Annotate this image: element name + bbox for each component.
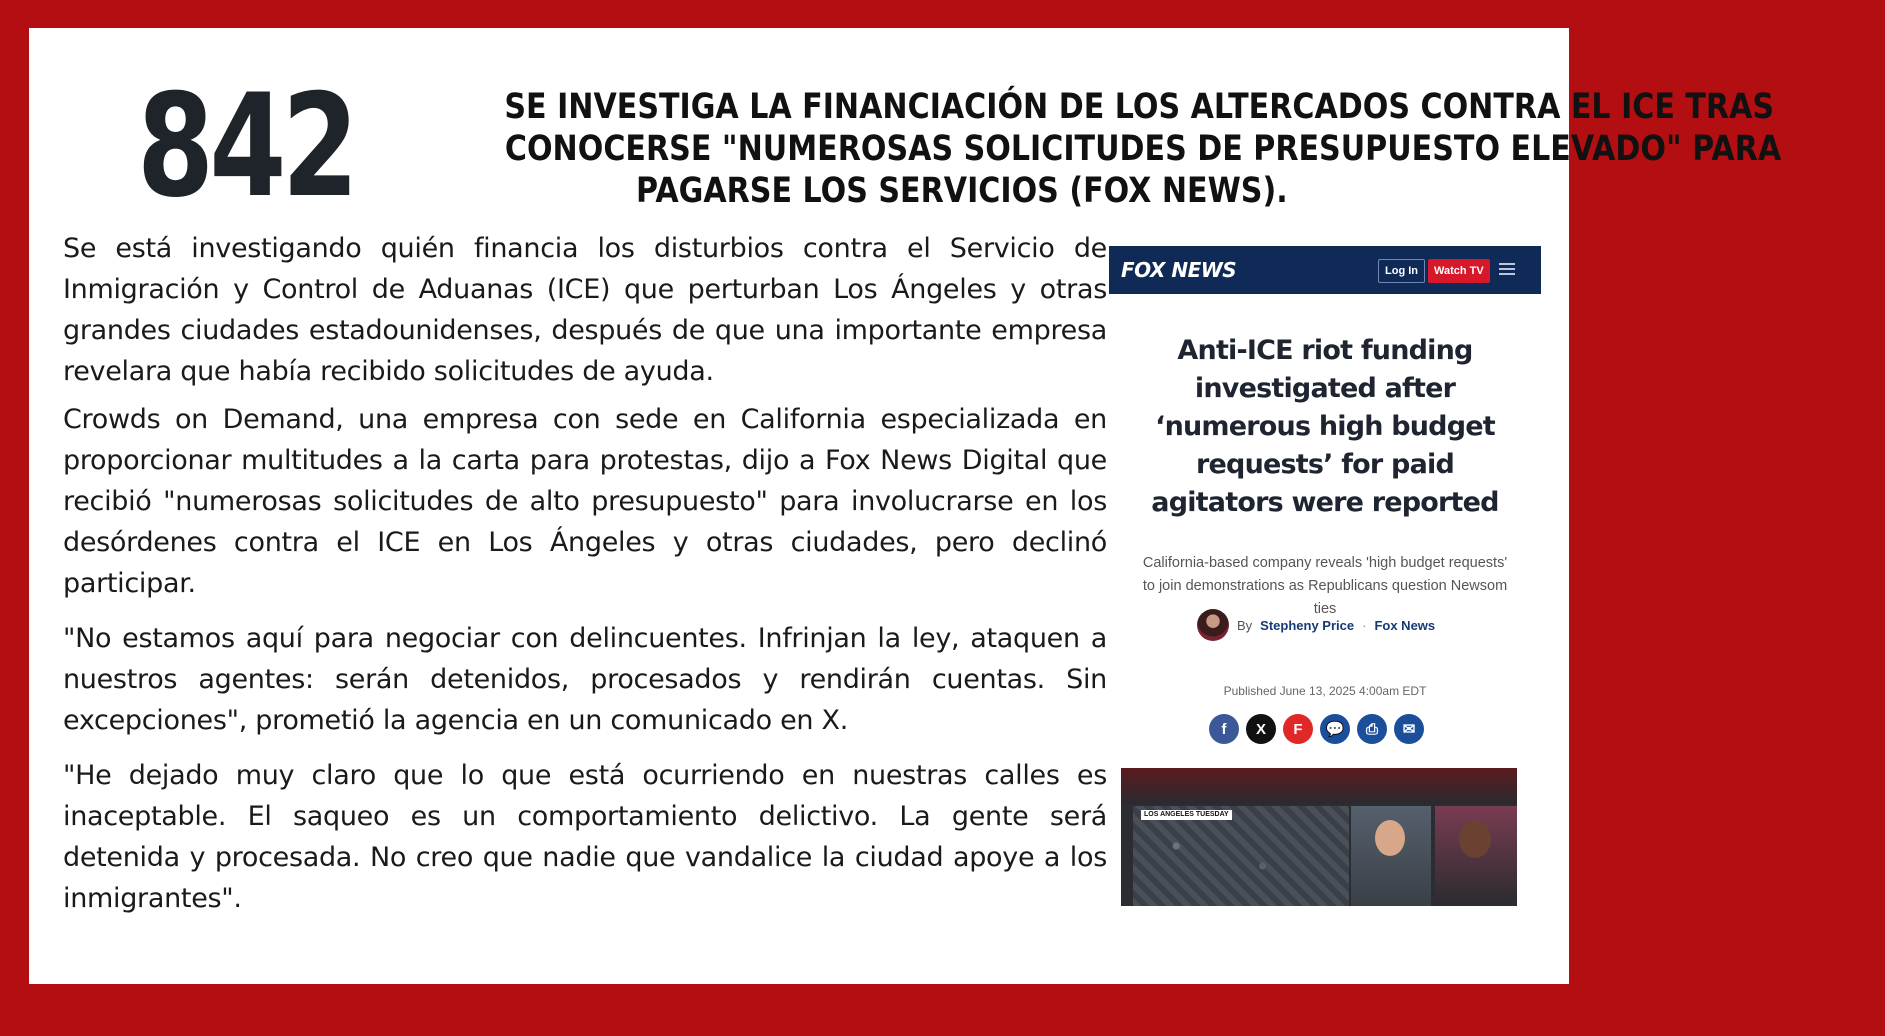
fox-news-logo: FOX NEWS	[1121, 258, 1237, 282]
woman-portrait	[1435, 806, 1517, 906]
publisher-link[interactable]: Fox News	[1374, 617, 1436, 633]
fox-subheadline: California-based company reveals 'high budget requests' to join demonstrations as Republicans question Newsom ties	[1142, 555, 1508, 617]
paragraph-1: Se está investigando quién financia los disturbios contra el Servicio de Inmigración y Control de Aduanas (ICE) que perturban Los Ángeles y otras grandes ciudades estadounidenses, después de que una importante empresa revelara que había recibido solicitudes de ayuda.	[63, 233, 1107, 387]
x-icon[interactable]: X	[1246, 714, 1276, 744]
paragraph-4: "He dejado muy claro que lo que está ocurriendo en nuestras calles es inaceptable. El saqueo es un comportamiento delictivo. La gente será detenida y procesada. No creo que nadie que vandalice la ciudad apoye a los inmigrantes".	[63, 760, 1107, 914]
comment-icon[interactable]: 💬	[1320, 714, 1350, 744]
page-card	[29, 28, 1782, 984]
title-line-2: CONOCERSE "NUMEROSAS SOLICITUDES DE PRESUPUESTO ELEVADO" PARA	[504, 129, 1782, 169]
crowd-image	[1133, 806, 1349, 906]
byline	[1197, 607, 1435, 643]
page-title	[401, 86, 1782, 212]
fox-news-screenshot	[1109, 246, 1541, 886]
published-date: Published June 13, 2025 4:00am EDT	[1223, 684, 1427, 698]
article-video-thumbnail[interactable]	[1121, 768, 1517, 906]
title-line-1: SE INVESTIGA LA FINANCIACIÓN DE LOS ALTERCADOS CONTRA EL ICE TRAS	[504, 87, 1775, 127]
hamburger-menu-icon[interactable]	[1499, 263, 1515, 278]
paragraph-3: "No estamos aquí para negociar con delincuentes. Infrinjan la ley, ataquen a nuestros agentes: serán detenidos, procesados y rendirán cuentas. Sin excepciones", prometió la agencia en un comunicado en X.	[63, 623, 1107, 736]
article-body	[63, 228, 1107, 926]
print-icon[interactable]: ⎙	[1357, 714, 1387, 744]
flipboard-icon[interactable]: F	[1283, 714, 1313, 744]
login-button[interactable]: Log In	[1378, 259, 1425, 283]
byline-separator: ·	[1362, 617, 1367, 633]
author-avatar	[1197, 609, 1229, 641]
issue-number: 842	[137, 64, 355, 229]
facebook-icon[interactable]: f	[1209, 714, 1239, 744]
by-label: By	[1237, 617, 1253, 633]
title-line-3: PAGARSE LOS SERVICIOS (FOX NEWS).	[636, 171, 1288, 211]
watch-tv-button[interactable]: Watch TV	[1428, 259, 1490, 283]
paragraph-2: Crowds on Demand, una empresa con sede en California especializada en proporcionar multitudes a la carta para protestas, dijo a Fox News Digital que recibió "numerosas solicitudes de alto presupuesto" para involucrarse en los desórdenes contra el ICE en Los Ángeles y otras ciudades, pero declinó participar.	[63, 404, 1107, 599]
email-icon[interactable]: ✉	[1394, 714, 1424, 744]
fox-headline: Anti-ICE riot funding investigated after ‘numerous high budget requests’ for paid agitators were reported	[1151, 335, 1499, 518]
share-buttons	[1209, 714, 1424, 744]
location-label: LOS ANGELES TUESDAY	[1141, 810, 1232, 820]
man-portrait	[1351, 806, 1431, 906]
author-link[interactable]: Stepheny Price	[1260, 617, 1355, 633]
fox-nav-bar	[1109, 246, 1541, 294]
